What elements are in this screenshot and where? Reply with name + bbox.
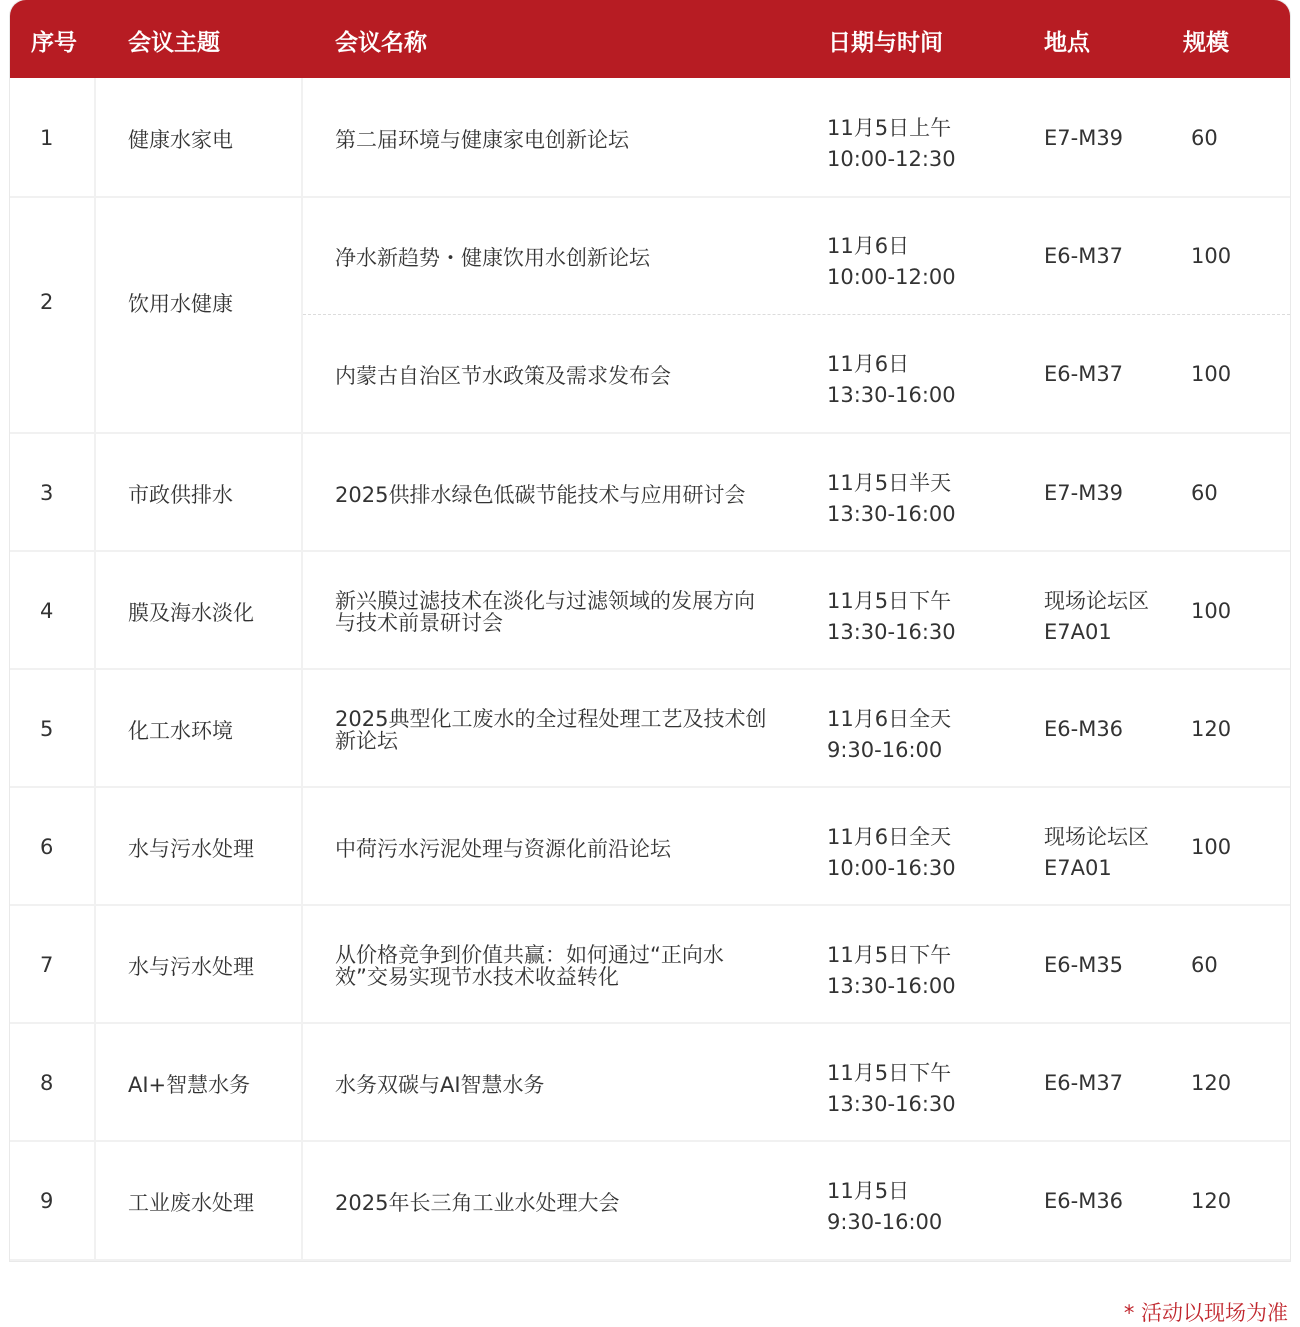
row-date: 11月6日全天: [827, 707, 952, 731]
row-date: 11月5日: [827, 1179, 910, 1203]
row-time: 13:30-16:30: [827, 1092, 956, 1116]
row-index: 4: [40, 599, 54, 623]
row-location: E7-M39: [1044, 481, 1124, 505]
row-location-code: E7A01: [1044, 856, 1112, 880]
table-header: [10, 0, 1290, 78]
row-location: E6-M37: [1044, 362, 1124, 386]
row-date: 11月5日半天: [827, 471, 952, 495]
row-divider: [10, 904, 1290, 906]
header-scale: 规模: [1183, 30, 1229, 56]
row-date: 11月6日: [827, 352, 910, 376]
row-time: 13:30-16:30: [827, 620, 956, 644]
row-date: 11月5日下午: [827, 1061, 952, 1085]
row-meeting-name: 第二届环境与健康家电创新论坛: [335, 128, 629, 152]
row-divider-dashed: [303, 314, 1290, 315]
row-date: 11月5日下午: [827, 589, 952, 613]
row-time: 10:00-12:00: [827, 265, 956, 289]
row-scale: 100: [1191, 835, 1232, 859]
row-topic: 市政供排水: [128, 483, 233, 507]
footer-note: * 活动以现场为准: [1123, 1301, 1288, 1325]
row-scale: 60: [1191, 481, 1218, 505]
row-scale: 100: [1191, 244, 1232, 268]
header-topic: 会议主题: [128, 30, 220, 56]
header-name: 会议名称: [335, 30, 427, 56]
row-index: 6: [40, 835, 54, 859]
row-location: E6-M35: [1044, 953, 1124, 977]
row-scale: 60: [1191, 126, 1218, 150]
row-location: E6-M37: [1044, 1071, 1124, 1095]
row-scale: 120: [1191, 1189, 1232, 1213]
table-body: [10, 78, 1290, 1261]
row-divider: [10, 1022, 1290, 1024]
row-time: 13:30-16:00: [827, 383, 956, 407]
row-meeting-name: 新兴膜过滤技术在淡化与过滤领域的发展方向与技术前景研讨会: [335, 589, 755, 635]
row-location: E6-M37: [1044, 244, 1124, 268]
row-time: 13:30-16:00: [827, 974, 956, 998]
row-date: 11月5日上午: [827, 116, 952, 140]
row-scale: 60: [1191, 953, 1218, 977]
row-meeting-name: 2025典型化工废水的全过程处理工艺及技术创新论坛: [335, 707, 767, 753]
row-topic: 饮用水健康: [128, 292, 233, 316]
row-scale: 120: [1191, 717, 1232, 741]
row-topic: 水与污水处理: [128, 837, 254, 861]
header-datetime: 日期与时间: [828, 30, 943, 56]
row-topic: 化工水环境: [128, 719, 233, 743]
row-location: E7-M39: [1044, 126, 1124, 150]
row-time: 9:30-16:00: [827, 738, 943, 762]
row-date: 11月5日下午: [827, 943, 952, 967]
row-divider: [10, 786, 1290, 788]
row-location: E6-M36: [1044, 1189, 1124, 1213]
row-location-code: E7A01: [1044, 620, 1112, 644]
row-index: 7: [40, 953, 54, 977]
row-time: 9:30-16:00: [827, 1210, 943, 1234]
row-topic: 水与污水处理: [128, 955, 254, 979]
row-date: 11月6日全天: [827, 825, 952, 849]
row-scale: 100: [1191, 599, 1232, 623]
row-topic: AI+智慧水务: [128, 1073, 251, 1097]
row-meeting-name: 2025年长三角工业水处理大会: [335, 1191, 620, 1215]
row-index: 2: [40, 290, 54, 314]
row-meeting-name: 2025供排水绿色低碳节能技术与应用研讨会: [335, 483, 746, 507]
conference-schedule-table: [10, 0, 1290, 1261]
row-meeting-name: 水务双碳与AI智慧水务: [335, 1073, 545, 1097]
row-location: 现场论坛区: [1044, 825, 1149, 849]
row-divider: [10, 432, 1290, 434]
row-divider: [10, 1140, 1290, 1142]
row-index: 1: [40, 126, 54, 150]
row-index: 8: [40, 1071, 54, 1095]
row-divider: [10, 668, 1290, 670]
row-time: 13:30-16:00: [827, 502, 956, 526]
row-divider: [10, 1259, 1290, 1261]
row-meeting-name: 从价格竞争到价值共赢：如何通过“正向水效”交易实现节水技术收益转化: [335, 943, 724, 989]
row-scale: 120: [1191, 1071, 1232, 1095]
header-index: 序号: [31, 30, 77, 56]
row-location: E6-M36: [1044, 717, 1124, 741]
row-meeting-name: 净水新趋势・健康饮用水创新论坛: [335, 246, 650, 270]
row-meeting-name: 中荷污水污泥处理与资源化前沿论坛: [335, 837, 671, 861]
row-location: 现场论坛区: [1044, 589, 1149, 613]
row-time: 10:00-12:30: [827, 147, 956, 171]
row-index: 3: [40, 481, 54, 505]
row-topic: 健康水家电: [128, 128, 233, 152]
row-divider: [10, 550, 1290, 552]
row-topic: 工业废水处理: [128, 1191, 254, 1215]
row-date: 11月6日: [827, 234, 910, 258]
row-divider: [10, 196, 1290, 198]
header-location: 地点: [1044, 30, 1090, 56]
row-index: 9: [40, 1189, 54, 1213]
row-meeting-name: 内蒙古自治区节水政策及需求发布会: [335, 364, 671, 388]
row-time: 10:00-16:30: [827, 856, 956, 880]
row-index: 5: [40, 717, 54, 741]
row-topic: 膜及海水淡化: [128, 601, 254, 625]
row-scale: 100: [1191, 362, 1232, 386]
